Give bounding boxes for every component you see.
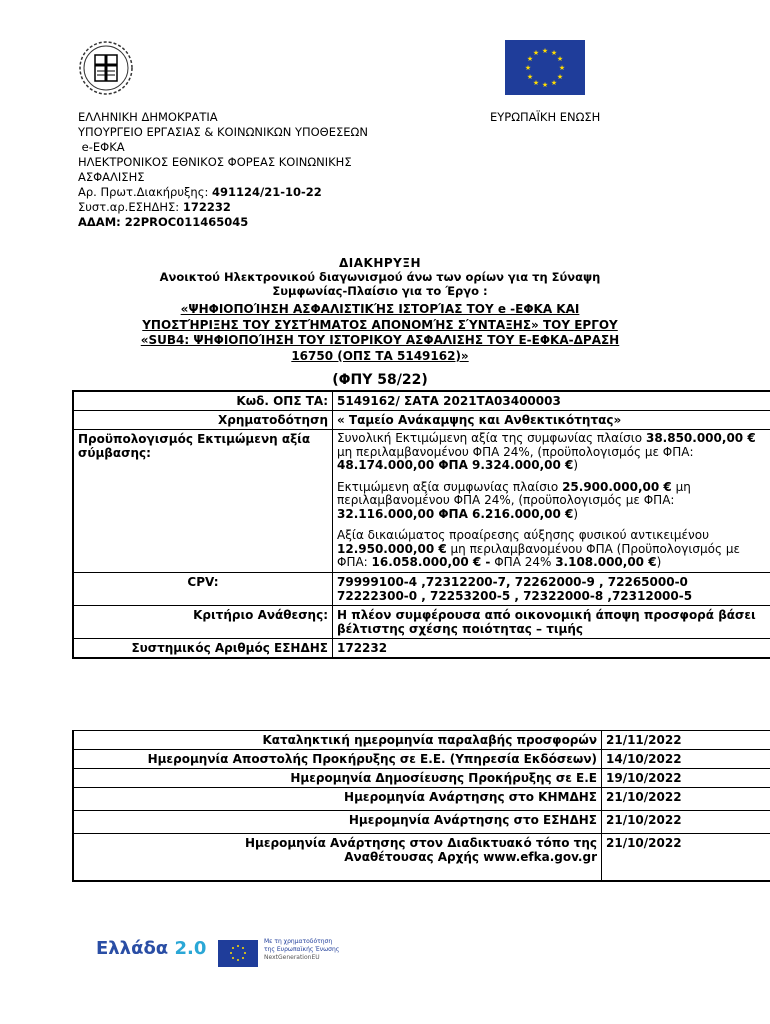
republic-text: ΕΛΛΗΝΙΚΗ ΔΗΜΟΚΡΑΤΙΑ (78, 110, 218, 124)
ministry-text: ΥΠΟΥΡΓΕΙΟ ΕΡΓΑΣΙΑΣ & ΚΟΙΝΩΝΙΚΩΝ ΥΠΟΘΕΣΕΩΝ (78, 125, 368, 139)
date-label: Ημερομηνία Δημοσίευσης Προκήρυξης σε Ε.Ε (73, 769, 602, 788)
criterion-label: Κριτήριο Ανάθεσης: (73, 605, 333, 638)
table-row (73, 572, 770, 605)
table-row (73, 750, 770, 769)
table-row (73, 638, 770, 658)
eu-flag-icon (505, 40, 585, 95)
date-value: 14/10/2022 (602, 750, 770, 769)
ellada-2-logo: Ελλάδα 2.0 (96, 938, 207, 959)
cpv-value: 79999100-4 ,72312200-7, 72262000-9 , 72265000-0 72222300-0 , 72253200-5 , 72322000-8 ,72312000-5 (333, 572, 770, 605)
table-row (73, 605, 770, 638)
eu-flag-small-icon (218, 940, 258, 967)
date-label: Ημερομηνία Αποστολής Προκήρυξης σε Ε.Ε. (Υπηρεσία Εκδόσεων) (73, 750, 602, 769)
cpv-label: CPV: (73, 572, 333, 605)
table-row (73, 430, 770, 573)
org-short: e-ΕΦΚΑ (78, 140, 125, 154)
org-full-2: ΑΣΦΑΛΙΣΗΣ (78, 170, 145, 184)
svg-text:★: ★ (558, 64, 566, 72)
document-title: ΔΙΑΚΗΡΥΞΗ (339, 256, 421, 270)
svg-text:★: ★ (526, 73, 534, 81)
svg-text:★: ★ (556, 55, 564, 63)
table-row (73, 391, 770, 411)
syst-ar: Συστ.αρ.ΕΣΗΔΗΣ: 172232 (78, 200, 231, 214)
eu-funding-text: Με τη χρηματοδότηση της Ευρωπαϊκής Ένωσης NextGenerationEU (264, 938, 340, 961)
date-label: Ημερομηνία Ανάρτησης στο ΚΗΜΔΗΣ (73, 788, 602, 811)
date-label: Ημερομηνία Ανάρτησης στον Διαδικτυακό τόπο της Αναθέτουσας Αρχής www.efka.gov.gr (73, 834, 602, 882)
table-row (73, 769, 770, 788)
document-subtitle: Ανοικτού Ηλεκτρονικού διαγωνισμού άνω των ορίων για τη Σύναψη Συμφωνίας-Πλαίσιο για το Έργο : (159, 270, 601, 298)
svg-text:★: ★ (532, 79, 540, 87)
dates-table (72, 730, 770, 882)
date-value: 19/10/2022 (602, 769, 770, 788)
svg-text:★: ★ (532, 49, 540, 57)
date-value: 21/11/2022 (602, 731, 770, 750)
org-full-1: ΗΛΕΚΤΡΟΝΙΚΟΣ ΕΘΝΙΚΟΣ ΦΟΡΕΑΣ ΚΟΙΝΩΝΙΚΗΣ (78, 155, 352, 169)
svg-text:★: ★ (556, 73, 564, 81)
budget-value: Συνολική Εκτιμώμενη αξία της συμφωνίας πλαίσιο 38.850.000,00 € μη περιλαμβανομένου ΦΠΑ 24%, (προϋπολογισμός με ΦΠΑ: 48.174.000,00 ΦΠΑ 9.324.000,00 €) Εκτιμώμενη αξία συμφωνίας πλαίσιο 25.900.000,00 € μη περιλαμβανομένου ΦΠΑ 24%, (προϋπολογισμός με ΦΠΑ: 32.116.000,00 ΦΠΑ 6.216.000,00 €) Αξία δικαιώματος προαίρεσης αύξησης φυσικού αντικειμένου 12.950.000,00 € μη περιλαμβανομένου ΦΠΑ (Προϋπολογισμός με ΦΠΑ: 16.058.000,00 € - ΦΠΑ 24% 3.108.000,00 €) (333, 430, 770, 573)
date-value: 21/10/2022 (602, 788, 770, 811)
date-value: 21/10/2022 (602, 834, 770, 882)
date-label: Καταληκτική ημερομηνία παραλαβής προσφορών (73, 731, 602, 750)
table-row (73, 834, 770, 882)
system-number-value: 172232 (333, 638, 770, 658)
table-row (73, 411, 770, 430)
svg-text:★: ★ (524, 64, 532, 72)
issuer-block (78, 110, 368, 230)
funding-label: Χρηματοδότηση (73, 411, 333, 430)
system-number-label: Συστημικός Αριθμός ΕΣΗΔΗΣ (73, 638, 333, 658)
criterion-value: Η πλέον συμφέρουσα από οικονομική άποψη προσφορά βάσει βέλτιστης σχέσης ποιότητας – τιμής (333, 605, 770, 638)
ar-prot: Αρ. Πρωτ.Διακήρυξης: 491124/21-10-22 (78, 185, 322, 199)
date-label: Ημερομηνία Ανάρτησης στο ΕΣΗΔΗΣ (73, 811, 602, 834)
svg-text:★: ★ (526, 55, 534, 63)
adam: ΑΔΑΜ: 22PROC011465045 (78, 215, 249, 229)
funding-value: « Ταμείο Ανάκαμψης και Ανθεκτικότητας» (333, 411, 770, 430)
kod-label: Κωδ. ΟΠΣ ΤΑ: (73, 391, 333, 411)
svg-text:★: ★ (541, 47, 549, 55)
fpy-code: (ΦΠΥ 58/22) (332, 372, 428, 388)
date-value: 21/10/2022 (602, 811, 770, 834)
greek-coat-of-arms-icon (78, 40, 134, 96)
svg-text:★: ★ (541, 81, 549, 89)
svg-text:★: ★ (550, 79, 558, 87)
table-row (73, 788, 770, 811)
tender-summary-table (72, 390, 770, 659)
svg-text:★: ★ (550, 49, 558, 57)
kod-value: 5149162/ ΣΑΤΑ 2021ΤΑ03400003 (333, 391, 770, 411)
budget-label: Προϋπολογισμός Εκτιμώμενη αξία σύμβασης: (73, 430, 333, 573)
project-title: «ΨΗΦΙΟΠΟΊΗΣΗ ΑΣΦΑΛΙΣΤΙΚΉΣ ΙΣΤΟΡΊΑΣ ΤΟΥ e -ΕΦΚΑ ΚΑΙ ΥΠΟΣΤΉΡΙΞΗΣ ΤΟΥ ΣΥΣΤΉΜΑΤΟΣ ΑΠΟΝΟΜΉΣ ΣΎΝΤΑΞΗΣ» ΤΟΥ ΕΡΓΟΥ «SUB4: ΨΗΦΙΟΠΟΊΗΣΗ ΤΟΥ ΙΣΤΟΡΙΚΟΥ ΑΣΦΑΛΙΣΗΣ ΤΟΥ Ε-ΕΦΚΑ-ΔΡΑΣΗ 16750 (ΟΠΣ ΤΑ 5149162)» (140, 302, 620, 363)
table-row (73, 811, 770, 834)
eu-label: ΕΥΡΩΠΑΪΚΗ ΕΝΩΣΗ (490, 110, 601, 124)
table-row (73, 731, 770, 750)
